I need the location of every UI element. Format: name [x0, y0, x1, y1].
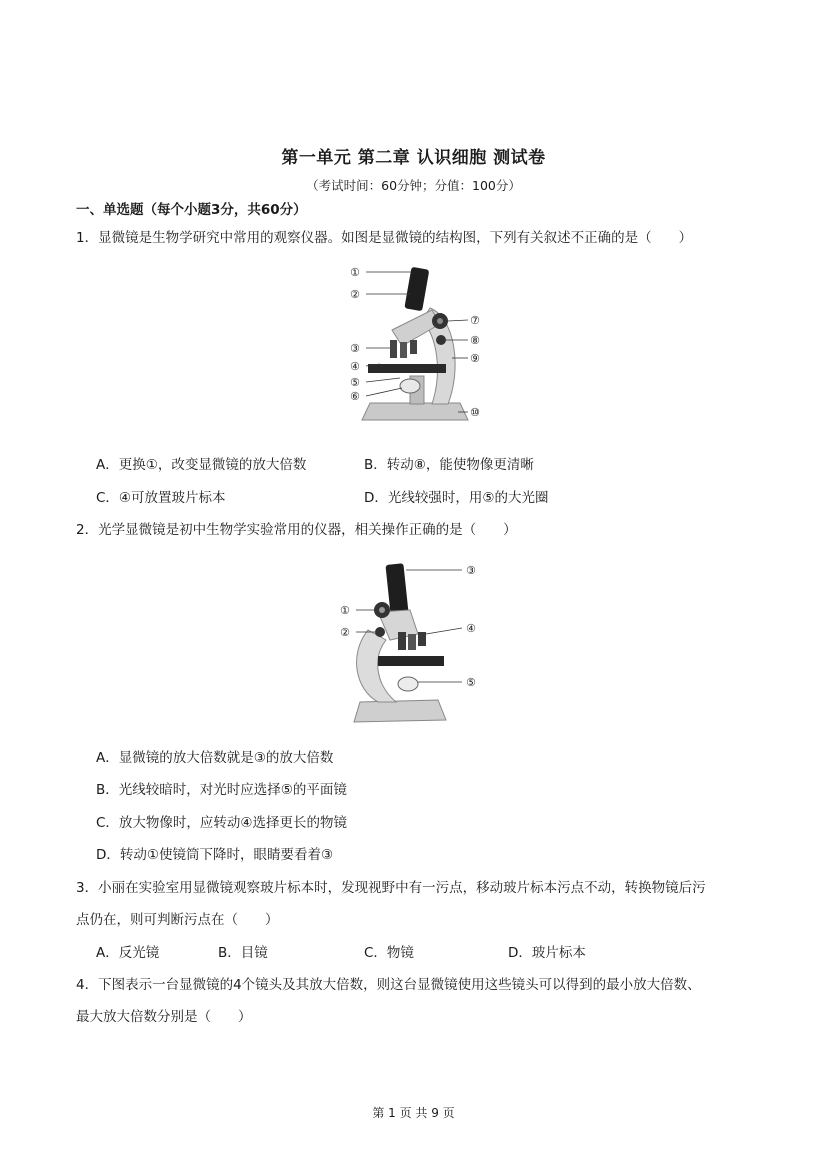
- fig2-label-5: ⑤: [466, 676, 476, 689]
- microscope-figure-1: [340, 258, 500, 428]
- q3-option-a: A．反光镜: [96, 945, 160, 961]
- q1-option-d: D．光线较强时，用⑤的大光圈: [364, 490, 549, 506]
- fig1-label-5: ⑤: [350, 376, 360, 389]
- question-3-stem-line2: 点仍在，则可判断污点在（ ）: [76, 912, 279, 928]
- q3-option-c: C．物镜: [364, 945, 414, 961]
- q1-option-c: C．④可放置玻片标本: [96, 490, 226, 506]
- q2-option-d: D．转动①使镜筒下降时，眼睛要看着③: [96, 847, 334, 863]
- question-1-stem: 1．显微镜是生物学研究中常用的观察仪器。如图是显微镜的结构图，下列有关叙述不正确的是（ ）: [76, 230, 693, 246]
- fig2-label-2: ②: [340, 626, 350, 639]
- fig1-label-7: ⑦: [470, 314, 480, 327]
- fig2-label-4: ④: [466, 622, 476, 635]
- question-4-stem-line1: 4．下图表示一台显微镜的4个镜头及其放大倍数，则这台显微镜使用这些镜头可以得到的最小放大倍数、: [76, 977, 701, 993]
- fig1-label-8: ⑧: [470, 334, 480, 347]
- fig1-label-9: ⑨: [470, 352, 480, 365]
- q2-option-c: C．放大物像时，应转动④选择更长的物镜: [96, 815, 348, 831]
- section-heading: 一、单选题（每个小题3分，共60分）: [76, 202, 307, 218]
- fig2-label-1: ①: [340, 604, 350, 617]
- fig2-label-3: ③: [466, 564, 476, 577]
- page-footer: 第 1 页 共 9 页: [372, 1106, 455, 1120]
- q2-option-b: B．光线较暗时，对光时应选择⑤的平面镜: [96, 782, 347, 798]
- fig1-label-2: ②: [350, 288, 360, 301]
- q1-option-b: B．转动⑧，能使物像更清晰: [364, 457, 534, 473]
- exam-info: （考试时间：60分钟；分值：100分）: [306, 178, 521, 193]
- fig1-label-6: ⑥: [350, 390, 360, 403]
- question-4-stem-line2: 最大放大倍数分别是（ ）: [76, 1009, 252, 1025]
- q3-option-b: B．目镜: [218, 945, 268, 961]
- q2-option-a: A．显微镜的放大倍数就是③的放大倍数: [96, 750, 334, 766]
- microscope-figure-2: [338, 560, 488, 728]
- q3-option-d: D．玻片标本: [508, 945, 586, 961]
- question-2-stem: 2．光学显微镜是初中生物学实验常用的仪器，相关操作正确的是（ ）: [76, 522, 517, 538]
- question-3-stem-line1: 3．小丽在实验室用显微镜观察玻片标本时，发现视野中有一污点，移动玻片标本污点不动，转换物镜后污: [76, 880, 706, 896]
- fig1-label-3: ③: [350, 342, 360, 355]
- fig1-label-4: ④: [350, 360, 360, 373]
- page-title: 第一单元 第二章 认识细胞 测试卷: [281, 148, 546, 168]
- fig1-label-10: ⑩: [470, 406, 480, 419]
- fig1-label-1: ①: [350, 266, 360, 279]
- q1-option-a: A．更换①，改变显微镜的放大倍数: [96, 457, 307, 473]
